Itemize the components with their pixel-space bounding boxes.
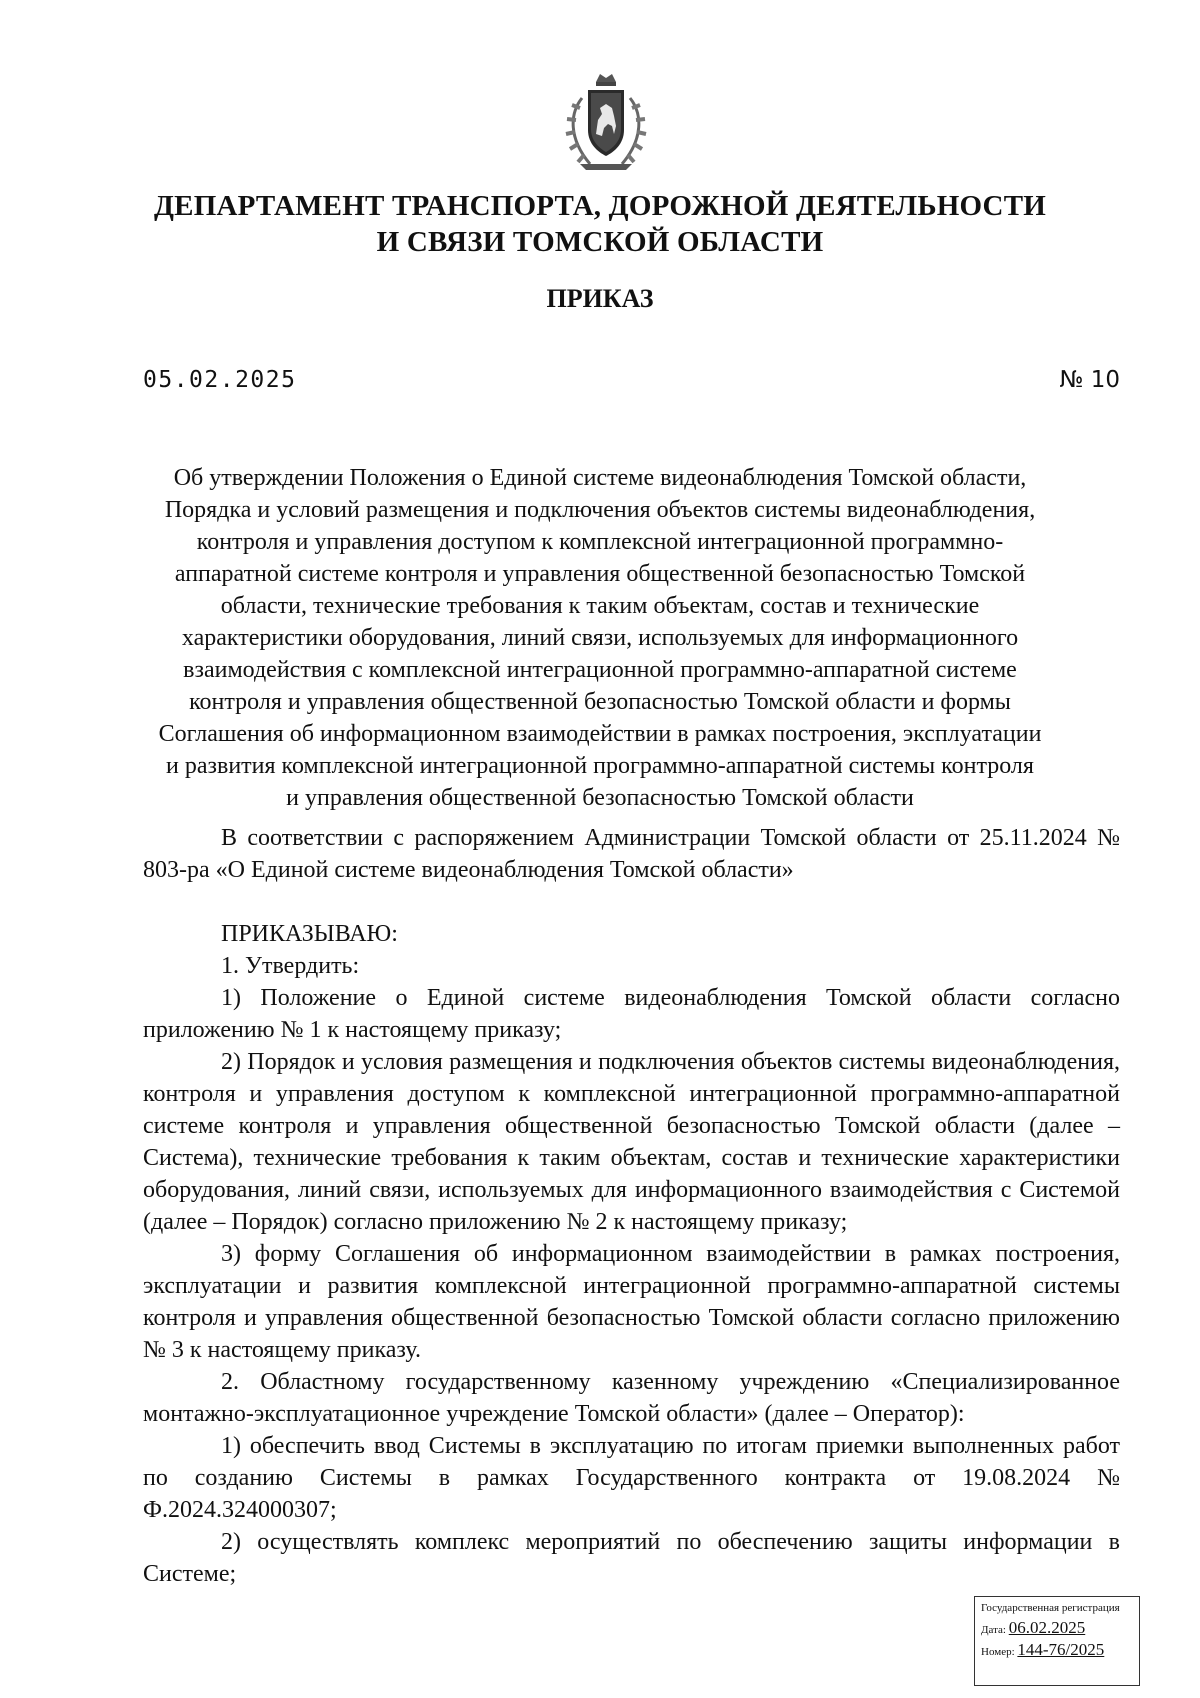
document-type-heading: ПРИКАЗ xyxy=(546,284,654,313)
body-paragraph: 1) Положение о Единой системе видеонаблюдения Томской области согласно приложению № 1 к настоящему приказу; xyxy=(143,985,1120,1043)
stamp-title: Государственная регистрация xyxy=(981,1602,1120,1614)
subject-line: области, технические требования к таким объектам, состав и технические xyxy=(220,593,980,619)
body-paragraph: 1) обеспечить ввод Системы в эксплуатацию по итогам приемки выполненных работ по созданию Системы в рамках Государственного контракта от 19.08.2024 № Ф.2024.324000307; xyxy=(143,1433,1120,1523)
stamp-number-value: 144-76/2025 xyxy=(1017,1640,1105,1659)
subject-line: и развития комплексной интеграционной программно-аппаратной системы контроля xyxy=(166,753,1034,779)
stamp-date-value: 06.02.2025 xyxy=(1008,1618,1086,1637)
subject-line: взаимодействия с комплексной интеграционной программно-аппаратной системе xyxy=(183,657,1017,683)
subject-line: аппаратной системе контроля и управления общественной безопасностью Томской xyxy=(174,561,1026,587)
department-title xyxy=(80,188,1120,260)
stamp-number-row xyxy=(981,1640,1133,1659)
subject-line: характеристики оборудования, линий связи, используемых для информационного xyxy=(181,625,1019,651)
body-paragraph: 2. Областному государственному казенному учреждению «Специализированное монтажно-эксплуатационное учреждение Томской области» (далее – Оператор): xyxy=(143,1369,1120,1427)
department-title-line: И СВЯЗИ ТОМСКОЙ ОБЛАСТИ xyxy=(376,226,824,258)
preamble-paragraph: В соответствии с распоряжением Администрации Томской области от 25.11.2024 № 803-ра «О Единой системе видеонаблюдения Томской области» xyxy=(143,825,1120,883)
registration-stamp xyxy=(974,1596,1140,1686)
subject-line: и управления общественной безопасностью Томской области xyxy=(286,785,914,811)
department-title-line: ДЕПАРТАМЕНТ ТРАНСПОРТА, ДОРОЖНОЙ ДЕЯТЕЛЬНОСТИ xyxy=(154,190,1046,222)
body-paragraph: 2) Порядок и условия размещения и подключения объектов системы видеонаблюдения, контроля и управления доступом к комплексной интеграционной программно-аппаратной системе контроля и управления общественной безопасностью Томской области (далее – Система), технические требования к таким объектам, состав и технические характеристики оборудования, линий связи, используемых для информационного взаимодействия с Системой (далее – Порядок) согласно приложению № 2 к настоящему приказу; xyxy=(143,1049,1120,1235)
directive-word: ПРИКАЗЫВАЮ: xyxy=(221,921,398,947)
stamp-date-label: Дата: xyxy=(981,1624,1006,1636)
body-paragraph: 2) осуществлять комплекс мероприятий по обеспечению защиты информации в Системе; xyxy=(143,1529,1120,1587)
subject-line: контроля и управления общественной безопасностью Томской области и формы xyxy=(189,689,1011,715)
body-paragraph: 1. Утвердить: xyxy=(221,953,360,979)
subject-line: Порядка и условий размещения и подключения объектов системы видеонаблюдения, xyxy=(164,497,1036,523)
stamp-number-label: Номер: xyxy=(981,1646,1015,1658)
subject-line: контроля и управления доступом к комплексной интеграционной программно- xyxy=(196,529,1004,555)
coat-of-arms-icon xyxy=(560,68,652,176)
subject-line: Об утверждении Положения о Единой системе видеонаблюдения Томской области, xyxy=(173,465,1027,491)
order-body xyxy=(143,822,1120,1590)
stamp-date-row xyxy=(981,1618,1133,1637)
order-subject xyxy=(140,462,1060,814)
order-date: 05.02.2025 xyxy=(143,367,297,393)
order-number: № 10 xyxy=(1059,367,1120,393)
body-paragraph: 3) форму Соглашения об информационном взаимодействии в рамках построения, эксплуатации и развития комплексной интеграционной программно-аппаратной системы контроля и управления общественной безопасностью Томской области согласно приложению № 3 к настоящему приказу. xyxy=(143,1241,1120,1363)
subject-line: Соглашения об информационном взаимодействии в рамках построения, эксплуатации xyxy=(158,721,1042,747)
